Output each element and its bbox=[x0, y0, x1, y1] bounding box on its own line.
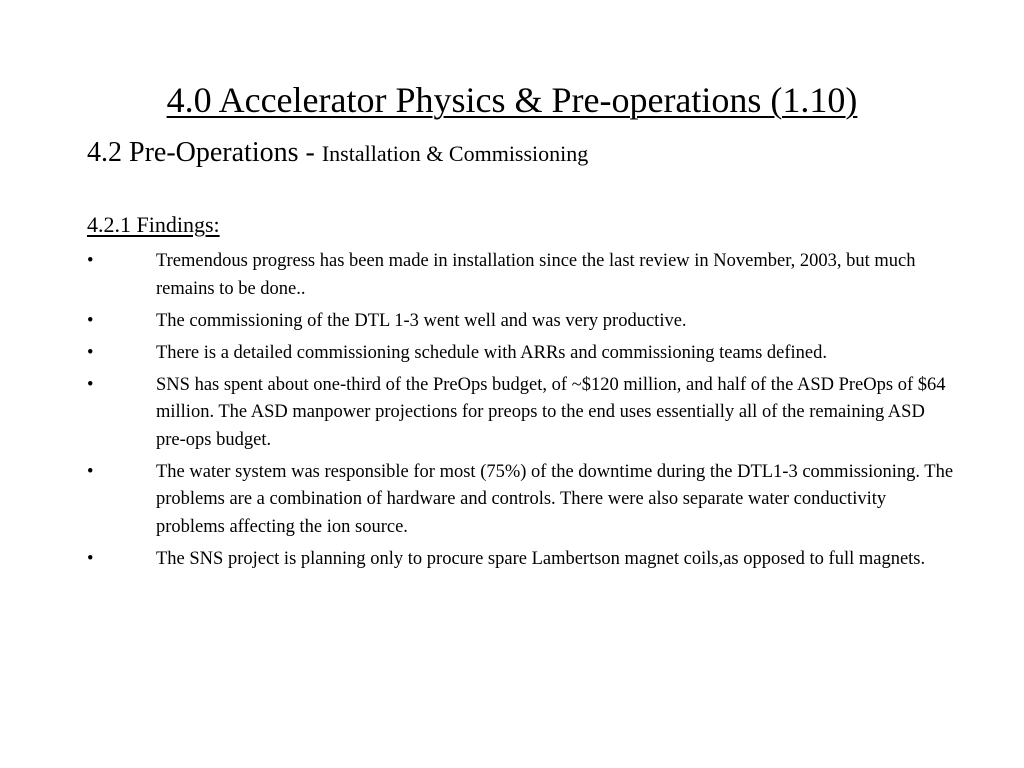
bullet-icon: • bbox=[87, 374, 94, 395]
finding-text: The commissioning of the DTL 1-3 went well and was very productive. bbox=[156, 310, 687, 331]
section-heading bbox=[87, 133, 588, 177]
finding-text: The SNS project is planning only to procure spare Lambertson magnet coils,as opposed to full magnets. bbox=[156, 548, 926, 569]
finding-text: There is a detailed commissioning schedule with ARRs and commissioning teams defined. bbox=[156, 342, 828, 363]
slide-title: 4.0 Accelerator Physics & Pre-operations (1.10) bbox=[166, 80, 858, 120]
bullet-icon: • bbox=[87, 342, 94, 363]
bullet-icon: • bbox=[87, 251, 94, 271]
bullet-icon: • bbox=[87, 548, 94, 569]
findings-list-item bbox=[87, 308, 957, 336]
finding-text: SNS has spent about one-third of the PreOps budget, of ~$120 million, and half of the ASD PreOps of $64 million. The ASD manpower projections for preops to the end uses essentially all of the remaining ASD pre-ops budget. bbox=[156, 374, 946, 450]
bullet-icon: • bbox=[87, 461, 94, 482]
findings-list-item bbox=[87, 248, 957, 303]
section-heading-sub: Installation & Commissioning bbox=[321, 141, 589, 166]
findings-list bbox=[87, 248, 957, 578]
section-heading-main: 4.2 Pre-Operations - bbox=[87, 137, 322, 168]
findings-list-item bbox=[87, 372, 957, 455]
findings-list-item bbox=[87, 459, 957, 542]
finding-text: The water system was responsible for most (75%) of the downtime during the DTL1-3 commissioning. The problems are a combination of hardware and controls. There were also separate water conductivity problems affecting the ion source. bbox=[156, 461, 954, 537]
findings-heading: 4.2.1 Findings: bbox=[87, 212, 220, 237]
findings-list-item bbox=[87, 340, 957, 368]
finding-text: Tremendous progress has been made in installation since the last review in November, 2003, but much remains to be done.. bbox=[156, 251, 916, 299]
bullet-icon: • bbox=[87, 310, 94, 331]
findings-list-item bbox=[87, 546, 957, 574]
